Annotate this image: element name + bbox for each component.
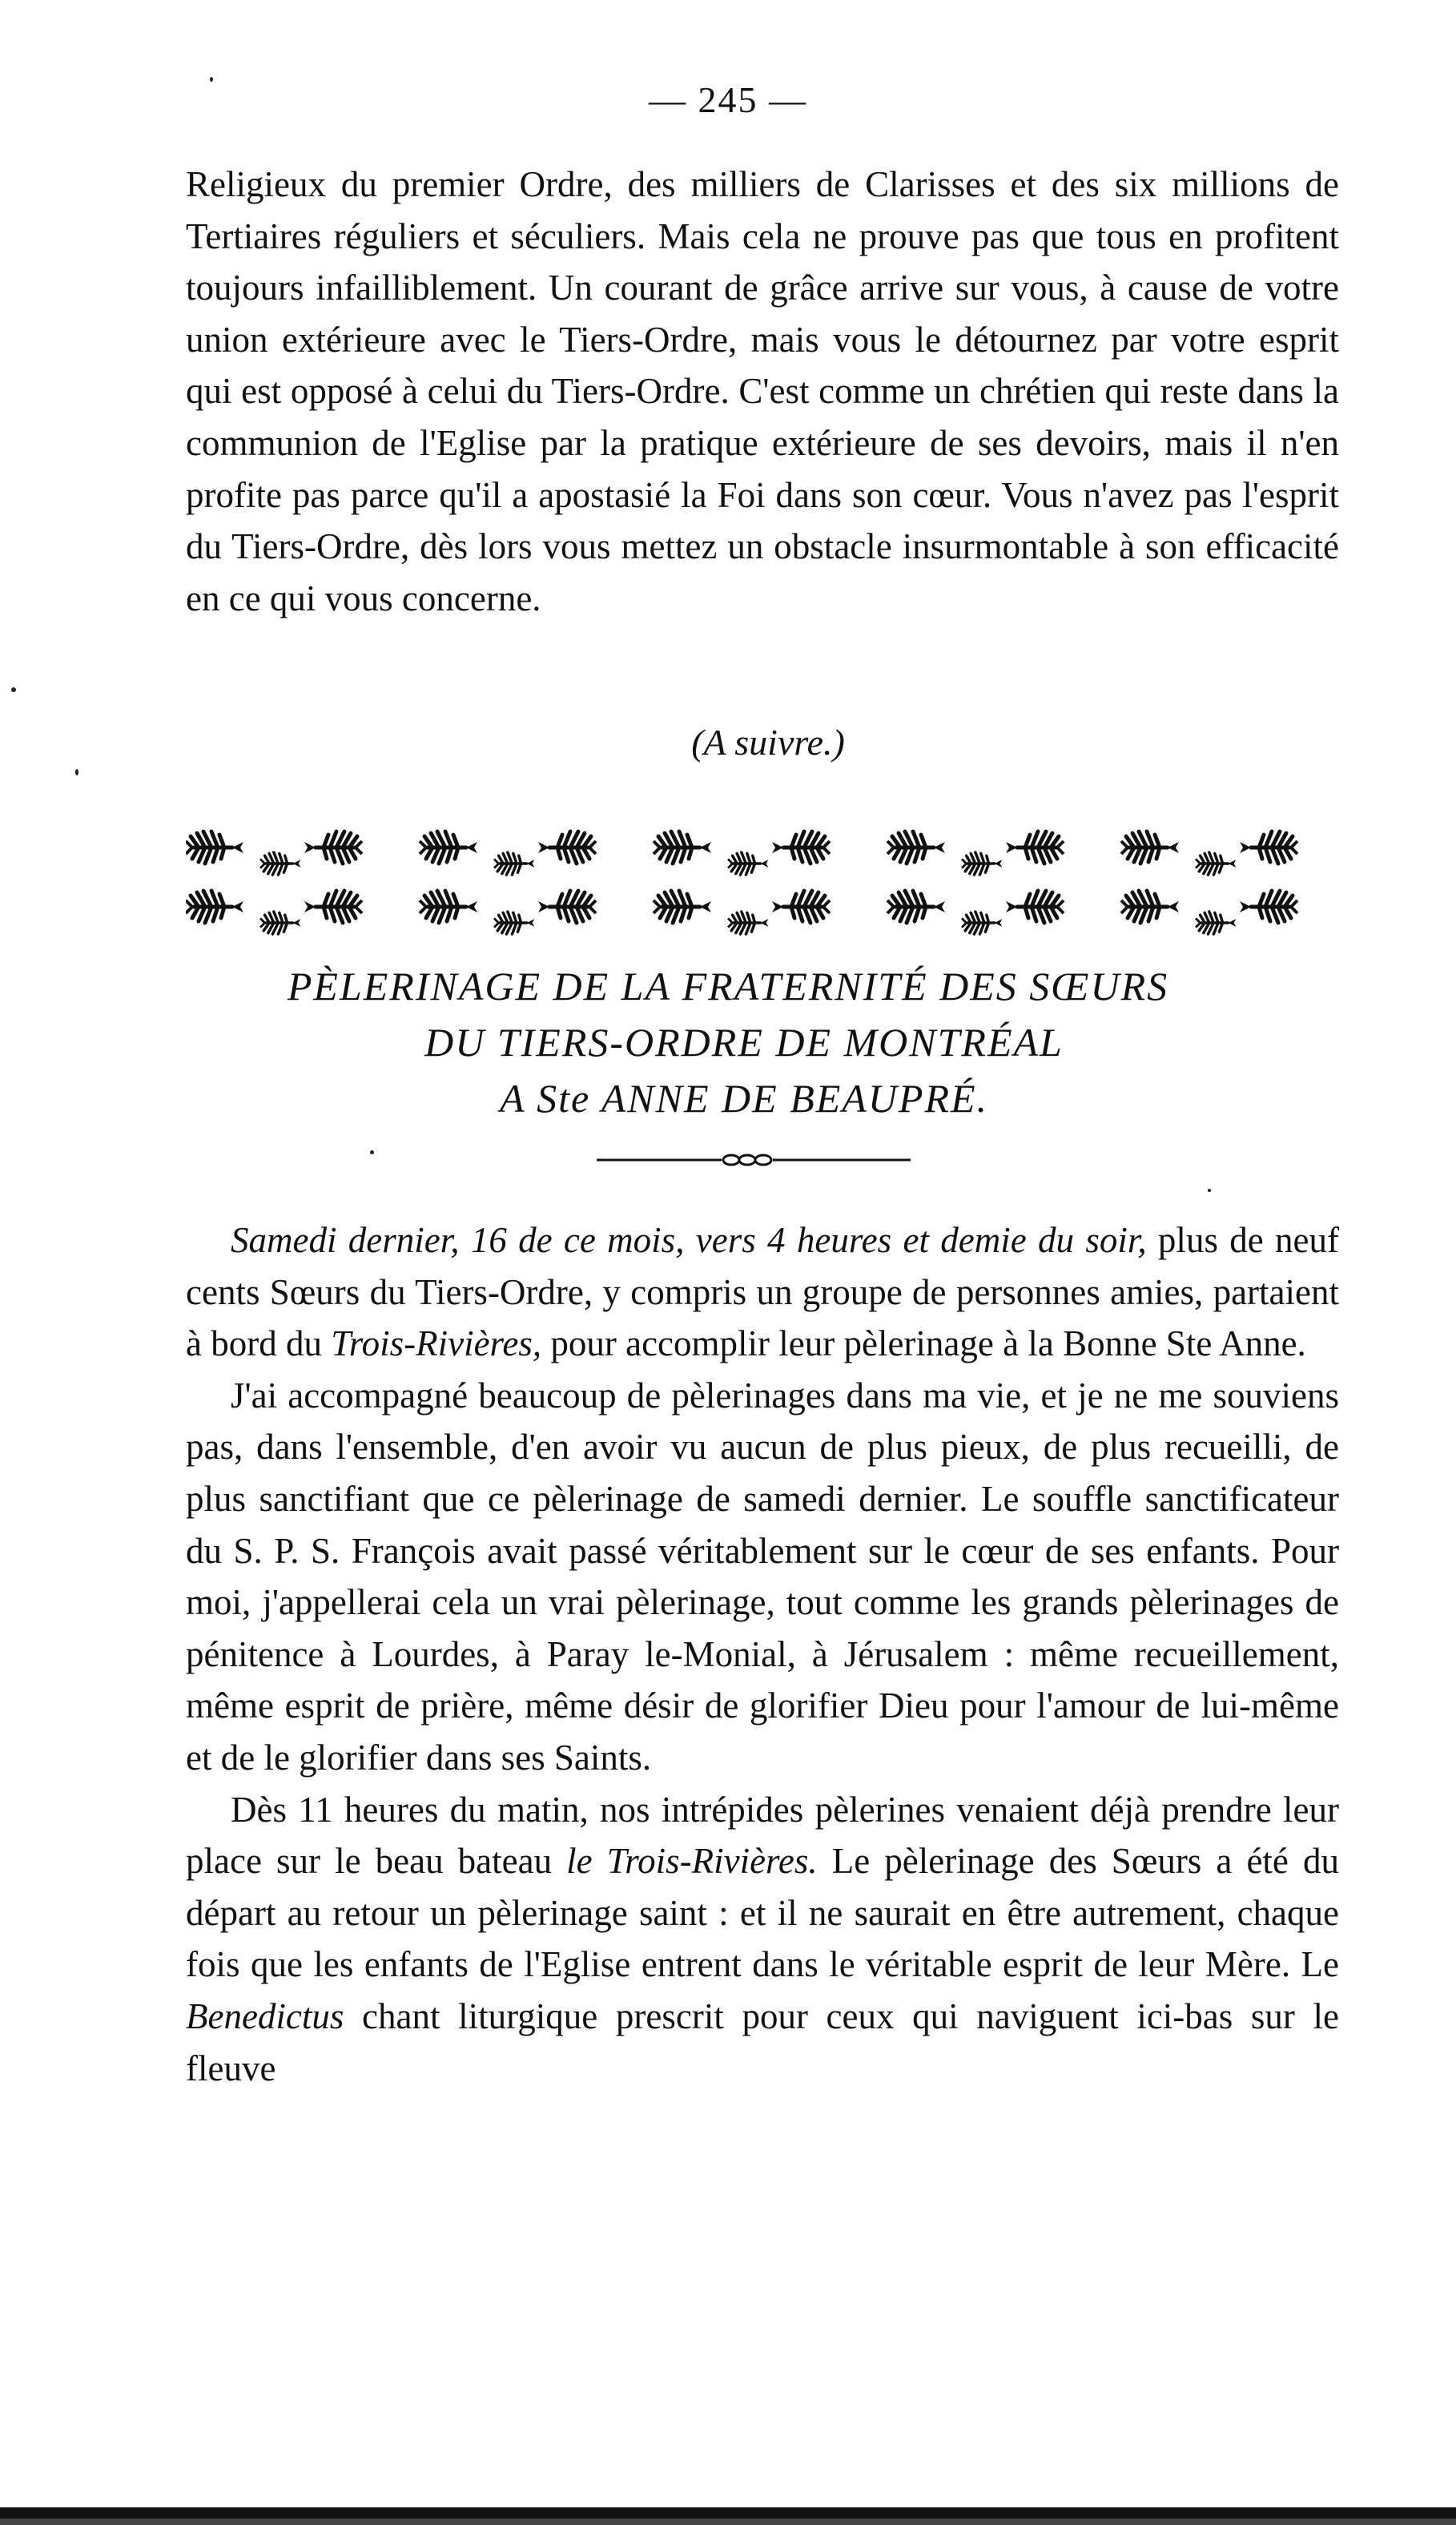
- article-title-line-2: DU TIERS-ORDRE DE MONTRÉAL: [424, 1020, 1064, 1065]
- scan-speck: [75, 769, 78, 775]
- continued-paragraph: [186, 159, 1339, 624]
- scan-speck: [210, 77, 213, 82]
- continued-paragraph-text: Religieux du premier Ordre, des milliers de Clarisses et des six millions de Tertiaires réguliers et séculiers. Mais cela ne prouve pas que tous en profitent toujours infailliblement. Un courant de grâce arrive sur vous, à cause de votre union extérieure avec le Tiers-Ordre, mais vous le détournez par votre esprit qui est opposé à celui du Tiers-Ordre. C'est comme un chrétien qui reste dans la communion de l'Eglise par la pratique extérieure de ses devoirs, mais il n'en profite pas parce qu'il a apostasié la Foi dans son cœur. Vous n'avez pas l'esprit du Tiers-Ordre, dès lors vous mettez un obstacle insurmontable à son efficacité en ce qui vous concerne.: [186, 164, 1339, 618]
- hymn-name: Benedictus: [186, 1995, 344, 2036]
- boat-name: le Trois-Rivières.: [566, 1841, 818, 1882]
- scan-speck: [1208, 1189, 1211, 1192]
- article-title-line-3: A Ste ANNE DE BEAUPRÉ.: [499, 1076, 989, 1121]
- paragraph-text: plus de neuf cents Sœurs du Tiers-Ordre, y compris un groupe de personnes amies, partaient à bord du: [186, 1220, 1340, 1364]
- page-number: — 245 —: [649, 79, 807, 120]
- article-paragraph: [186, 1214, 1339, 1370]
- page-bottom-edge: [0, 2503, 1456, 2525]
- article-body: [186, 1214, 1339, 2094]
- paragraph-text: pour accomplir leur pèlerinage à la Bonne Ste Anne.: [541, 1323, 1306, 1364]
- fleuron-band-icon: [186, 817, 1345, 945]
- scan-speck: [11, 687, 16, 692]
- article-paragraph: [186, 1784, 1339, 2095]
- paragraph-text: chant liturgique prescrit pour ceux qui naviguent ici-bas sur le fleuve: [186, 1995, 1339, 2088]
- to-be-continued-note: (A suivre.): [691, 722, 845, 763]
- article-paragraph: J'ai accompagné beaucoup de pèlerinages dans ma vie, et je ne me souviens pas, dans l'ensemble, d'en avoir vu aucun de plus pieux, de plus recueilli, de plus sanctifiant que ce pèlerinage de samedi dernier. Le souffle sanctificateur du S. P. S. François avait passé véritablement sur le cœur de ses enfants. Pour moi, j'appellerai cela un vrai pèlerinage, tout comme les grands pèlerinages de pénitence à Lourdes, à Paray le-Monial, à Jérusalem : même recueillement, même esprit de prière, même désir de glorifier Dieu pour l'amour de lui-même et de le glorifier dans ses Saints.: [186, 1375, 1339, 1778]
- paragraph-text: Dès 11 heures du matin, nos intrépides pèlerines venaient déjà prendre leur place sur le beau bateau: [186, 1789, 1339, 1882]
- article-title-line-1: PÈLERINAGE DE LA FRATERNITÉ DES SŒURS: [287, 964, 1169, 1009]
- paragraph-text: Le pèlerinage des Sœurs a été du départ au retour un pèlerinage saint : et il ne saurait en être autrement, chaque fois que les enfants de l'Eglise entrent dans le véritable esprit de leur Mère. Le: [186, 1841, 1339, 1985]
- boat-name: Trois-Rivières,: [331, 1323, 542, 1364]
- scan-speck: [370, 1150, 374, 1154]
- rule-with-rings-icon: [597, 1150, 911, 1170]
- paragraph-lead: Samedi dernier, 16 de ce mois, vers 4 heures et demie du soir,: [231, 1220, 1147, 1260]
- article-title: [0, 958, 1456, 1126]
